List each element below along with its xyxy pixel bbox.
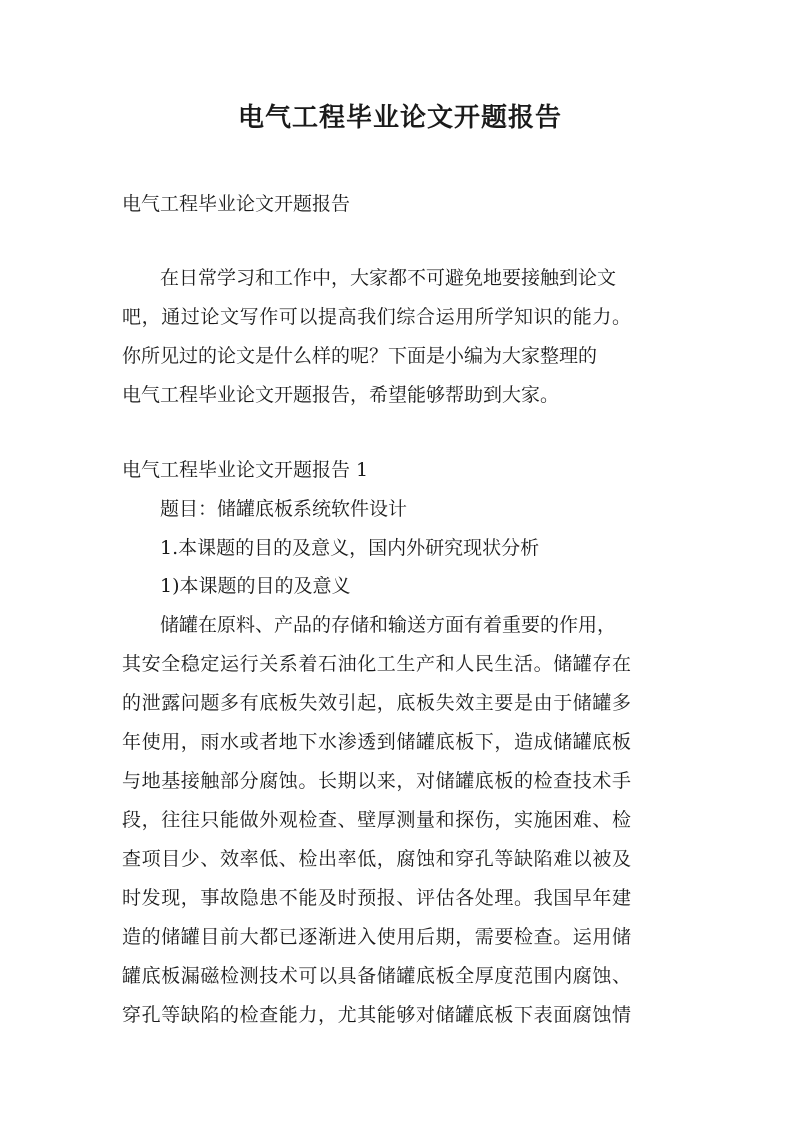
document-subtitle: 电气工程毕业论文开题报告 (122, 193, 351, 215)
body-line-7: 查项目少、效率低、检出率低，腐蚀和穿孔等缺陷难以被及 (122, 848, 632, 870)
body-line-5: 与地基接触部分腐蚀。长期以来，对储罐底板的检查技术手 (122, 770, 632, 792)
intro-line-4: 电气工程毕业论文开题报告，希望能够帮助到大家。 (122, 384, 560, 406)
topic-line: 题目：储罐底板系统软件设计 (160, 498, 408, 520)
item-1-heading: 1.本课题的目的及意义，国内外研究现状分析 (160, 537, 540, 559)
intro-line-2: 吧，通过论文写作可以提高我们综合运用所学知识的能力。 (122, 306, 632, 328)
section-heading: 电气工程毕业论文开题报告 1 (122, 459, 369, 481)
body-line-1: 储罐在原料、产品的存储和输送方面有着重要的作用， (160, 614, 617, 636)
body-line-4: 年使用，雨水或者地下水渗透到储罐底板下，造成储罐底板 (122, 731, 632, 753)
body-line-11: 穿孔等缺陷的检查能力，尤其能够对储罐底板下表面腐蚀情 (122, 1004, 632, 1026)
body-line-6: 段，往往只能做外观检查、壁厚测量和探伤，实施困难、检 (122, 809, 632, 831)
body-line-3: 的泄露问题多有底板失效引起，底板失效主要是由于储罐多 (122, 692, 632, 714)
document-title: 电气工程毕业论文开题报告 (237, 103, 562, 133)
body-line-9: 造的储罐目前大都已逐渐进入使用后期，需要检查。运用储 (122, 926, 632, 948)
intro-line-1: 在日常学习和工作中，大家都不可避免地要接触到论文 (160, 267, 617, 289)
body-line-10: 罐底板漏磁检测技术可以具备储罐底板全厚度范围内腐蚀、 (122, 965, 632, 987)
body-line-2: 其安全稳定运行关系着石油化工生产和人民生活。储罐存在 (122, 653, 632, 675)
body-line-8: 时发现，事故隐患不能及时预报、评估各处理。我国早年建 (122, 887, 632, 909)
item-1-1-heading: 1)本课题的目的及意义 (160, 575, 351, 597)
intro-line-3: 你所见过的论文是什么样的呢？下面是小编为大家整理的 (122, 345, 598, 367)
